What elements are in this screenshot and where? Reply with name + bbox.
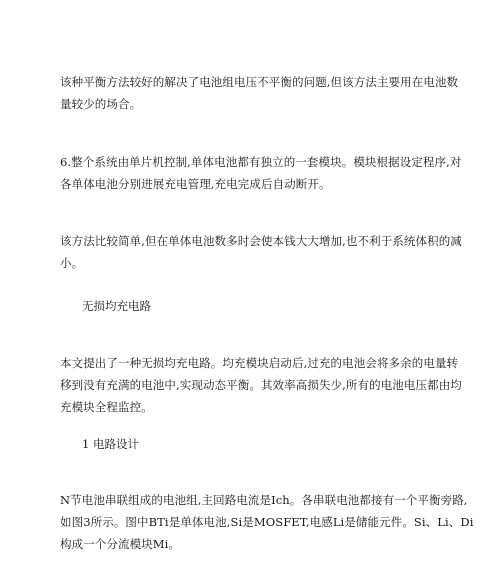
- paragraph-line: 量较少的场合。: [60, 97, 142, 111]
- paragraph-line: 6.整个系统由单片机控制,单体电池都有独立的一套模块。模块根据设定程序,对: [60, 155, 462, 169]
- paragraph-line: N节电池串联组成的电池组,主回路电流是Ich。各串联电池都接有一个平衡旁路,: [60, 493, 468, 507]
- paragraph-line: 充模块全程监控。: [60, 400, 153, 414]
- paragraph-line: 如图3所示。图中BTi是单体电池,Si是MOSFET,电感Li是储能元件。Si、Li、Di: [60, 515, 474, 529]
- paragraph-line: 该种平衡方法较好的解决了电池组电压不平衡的问题,但该方法主要用在电池数: [60, 75, 459, 89]
- paragraph-balance-method: [60, 71, 459, 115]
- paragraph-lossless-intro: [60, 352, 462, 418]
- paragraph-circuit-description: [60, 489, 474, 555]
- paragraph-line: 构成一个分流模块Mi。: [60, 537, 181, 551]
- section-heading: 无损均充电路: [82, 299, 151, 313]
- paragraph-mcu-control: [60, 151, 462, 195]
- paragraph-line: 本文提出了一种无损均充电路。均充模块启动后,过充的电池会将多余的电量转: [60, 356, 459, 370]
- subsection-heading: 1 电路设计: [82, 437, 139, 451]
- paragraph-line: 各单体电池分别进展充电管理,充电完成后自动断开。: [60, 177, 331, 191]
- paragraph-line: 小。: [60, 256, 84, 270]
- paragraph-line: 该方法比较简单,但在单体电池数多时会使本钱大大增加,也不利于系统体积的减: [60, 234, 462, 248]
- paragraph-cost-note: [60, 230, 462, 274]
- paragraph-line: 移到没有充满的电池中,实现动态平衡。其效率高损失少,所有的电池电压都由均: [60, 378, 462, 392]
